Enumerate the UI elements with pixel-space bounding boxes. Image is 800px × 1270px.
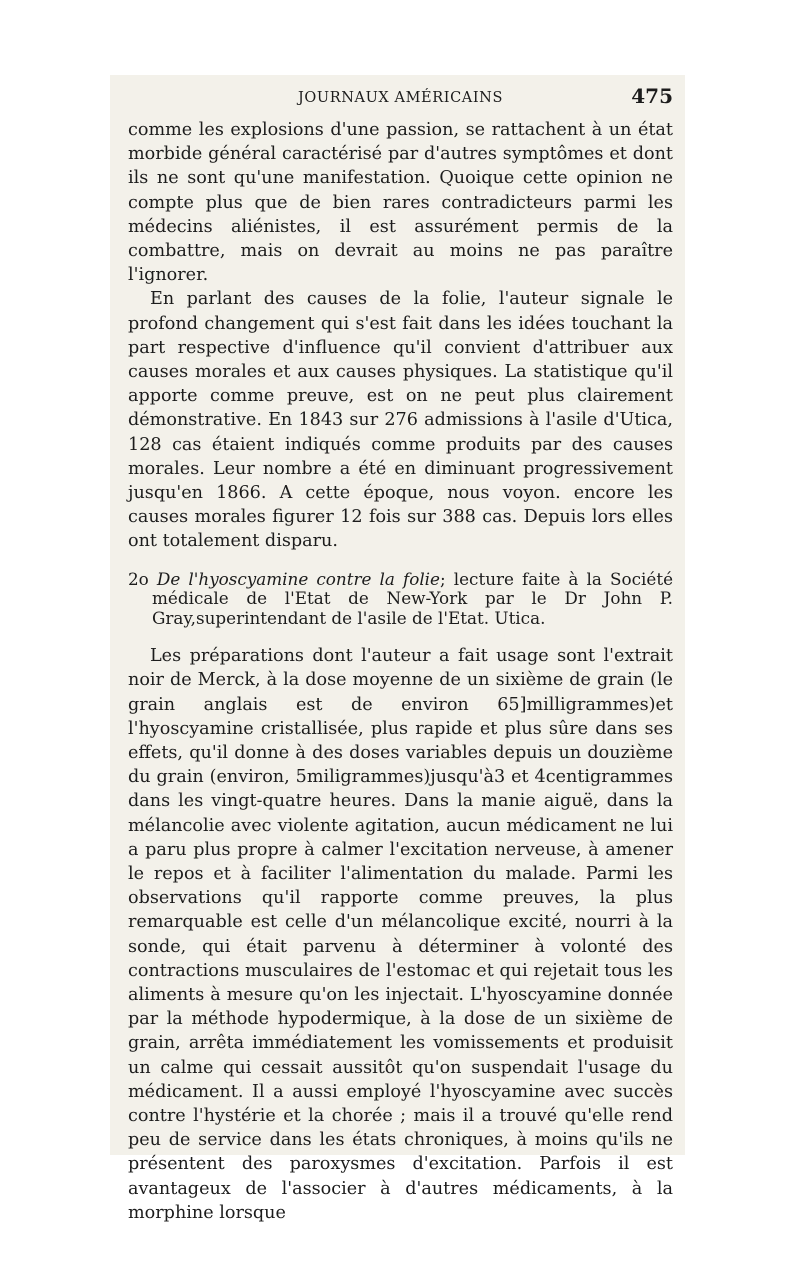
paragraph-2: En parlant des causes de la folie, l'auteur signale le profond changement qui s'est fait dans les idées touchant la part respective d'influence qu'il convient d'attribuer aux causes morales et aux causes physiques. La statistique qu'il apporte comme preuve, est on ne peut plus clairement démonstrative. En 1843 sur 276 admissions à l'asile d'Utica, 128 cas étaient indiqués comme produits par des causes morales. Leur nombre a été en diminuant progressivement jusqu'en 1866. A cette époque, nous voyon. encore les causes morales figurer 12 fois sur 388 cas. Depuis lors elles ont totalement disparu. <box>128 289 673 552</box>
item-text: ; lecture faite à la Société médicale de l'Etat de New-York par le Dr John P. Gray,superintendant de l'asile de l'Etat. Utica. <box>152 568 673 628</box>
page-number: 475 <box>631 84 673 108</box>
paragraph-3: Les préparations dont l'auteur a fait usage sont l'extrait noir de Merck, à la dose moyenne de un sixième de grain (le grain anglais est de environ 65]milligrammes)et l'hyoscyamine cristallisée, plus rapide et plus sûre dans ses effets, qu'il donne à des doses variables depuis un douzième du grain (environ, 5miligrammes)jusqu'à3 et 4centigrammes dans les vingt-quatre heures. Dans la manie aiguë, dans la mélancolie avec violente agitation, aucun médicament ne lui a paru plus propre à calmer l'excitation nerveuse, à amener le repos et à faciliter l'alimentation du malade. Parmi les observations qu'il rapporte comme preuves, la plus remarquable est celle d'un mélancolique excité, nourri à la sonde, qui était parvenu à déterminer à volonté des contractions musculaires de l'estomac et qui rejetait tous les aliments à mesure qu'on les injectait. L'hyoscyamine donnée par la méthode hypodermique, à la dose de un sixième de grain, arrêta immédiatement les vomissements et produisit un calme qui cessait aussitôt qu'on suspendait l'usage du médicament. Il a aussi employé l'hyoscyamine avec succès contre l'hystérie et la chorée ; mais il a trouvé qu'elle rend peu de service dans les états chroniques, à moins qu'ils ne présentent des paroxysmes d'excitation. Parfois il est avantageux de l'associer à d'autres médicaments, à la morphine lorsque <box>128 646 673 1223</box>
item-title: De l'hyoscyamine contre la folie <box>156 568 440 589</box>
running-title: JOURNAUX AMÉRICAINS <box>297 90 503 106</box>
running-header <box>128 84 673 118</box>
paragraph-1: comme les explosions d'une passion, se rattachent à un état morbide général caractérisé par d'autres symptômes et dont ils ne sont qu'une manifestation. Quoique cette opinion ne compte plus que de bien rares contradicteurs parmi les médecins aliénistes, il est assurément permis de la combattre, mais on devrait au moins ne pas paraître l'ignorer. <box>128 120 673 286</box>
item-number: 2o <box>128 568 149 589</box>
numbered-item-2 <box>128 570 673 629</box>
book-page <box>128 84 673 1225</box>
